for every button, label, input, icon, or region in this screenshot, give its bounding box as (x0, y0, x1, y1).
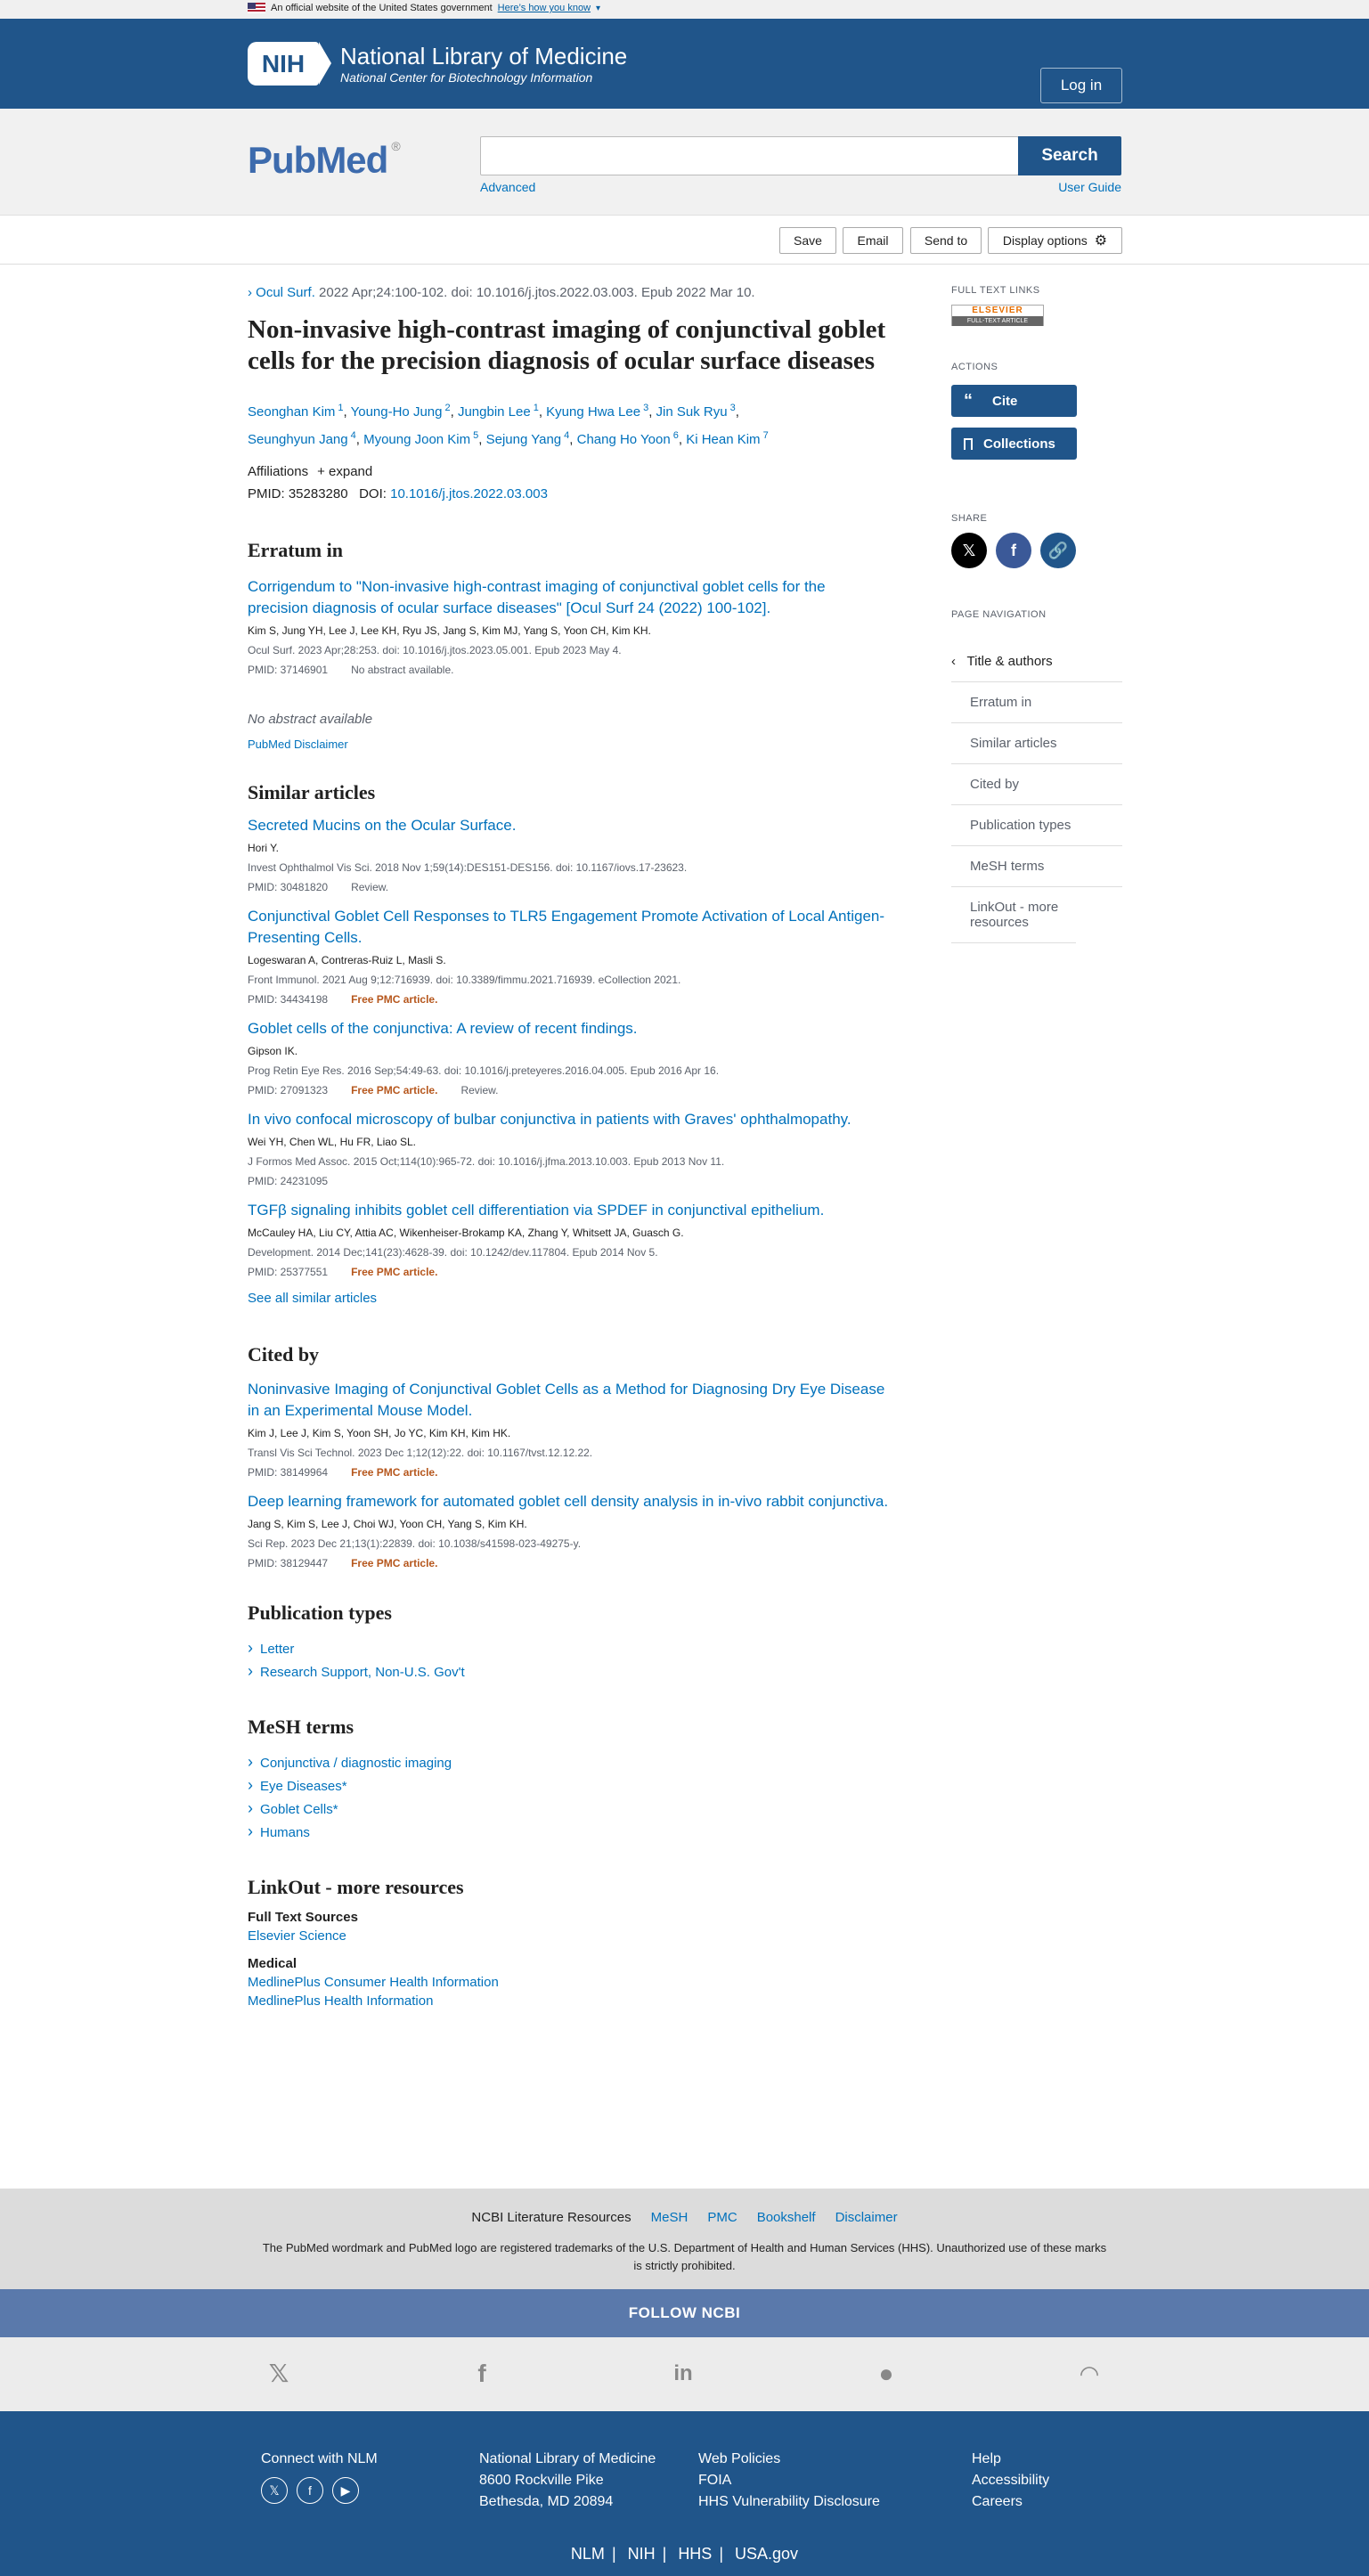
send-to-button[interactable]: Send to (910, 227, 982, 254)
registered-mark: ® (391, 139, 401, 153)
erratum-note: No abstract available. (351, 663, 454, 676)
hhs-link[interactable]: HHS (678, 2545, 713, 2563)
foia-link[interactable]: FOIA (698, 2473, 732, 2488)
elsevier-logo-text: ELSEVIER (972, 306, 1023, 315)
footer-mesh-link[interactable]: MeSH (650, 2210, 689, 2225)
nav-erratum[interactable]: Erratum in (951, 682, 1122, 723)
publication-types-list (248, 1637, 889, 1683)
article-pmid: PMID: 24231095 (248, 1174, 329, 1187)
accessibility-link[interactable]: Accessibility (972, 2473, 1050, 2488)
article-item (248, 906, 889, 1006)
article-meta-row (248, 1466, 889, 1479)
article-meta-row (248, 1084, 889, 1096)
sidebar (951, 285, 1122, 943)
share-icons (951, 533, 1122, 568)
pmid: PMID: 35283280 (248, 485, 348, 501)
affiliations-label: Affiliations (248, 463, 309, 479)
article-item (248, 1200, 889, 1278)
author-link[interactable]: Sejung Yang $^4$ (485, 429, 570, 447)
mesh-terms-heading: MeSH terms (248, 1715, 354, 1738)
search-button[interactable]: Search (1018, 136, 1121, 175)
author-link[interactable]: Young-Ho Jung $^2$ (350, 402, 451, 420)
author-link[interactable]: Jin Suk Ryu $^3$ (656, 402, 736, 420)
main-content (248, 285, 889, 2009)
medical-label: Medical (248, 1955, 297, 1971)
free-pmc-badge: Free PMC article. (351, 1083, 438, 1096)
trademark-note: The PubMed wordmark and PubMed logo are registered trademarks of the U.S. Department of Health and Human Services (HHS). Unauthorized use of these marks is strictly prohibited. (262, 2241, 1107, 2272)
footer-bookshelf-link[interactable]: Bookshelf (756, 2210, 816, 2225)
article-meta-row (248, 1175, 889, 1187)
free-pmc-badge: Free PMC article. (351, 1465, 438, 1479)
nih-link[interactable]: NIH (627, 2545, 656, 2563)
see-all-similar-link[interactable]: See all similar articles (248, 1290, 378, 1306)
mesh-term-link[interactable]: › Goblet Cells* (248, 1797, 889, 1821)
erratum-pmid: PMID: 37146901 (248, 663, 329, 676)
nav-linkout[interactable]: LinkOut - more resources (951, 887, 1076, 943)
help-column (972, 2449, 1049, 2513)
us-flag-icon (248, 3, 265, 13)
article-authors: Hori Y. (248, 841, 279, 854)
article-ids (248, 486, 889, 501)
article-citation: Development. 2014 Dec;141(23):4628-39. doi: 10.1242/dev.117804. Epub 2014 Nov 5. (248, 1245, 658, 1259)
review-badge: Review. (351, 880, 389, 893)
article-pmid: PMID: 38129447 (248, 1556, 329, 1569)
article-title-link[interactable]: TGFβ signaling inhibits goblet cell differentiation via SPDEF in conjunctival epithelium. (248, 1201, 825, 1219)
elsevier-full-text-button[interactable] (951, 305, 1044, 326)
review-badge: Review. (460, 1083, 499, 1096)
mesh-term-link[interactable]: › Humans (248, 1821, 889, 1844)
careers-link[interactable]: Careers (972, 2494, 1023, 2509)
article-title: Non-invasive high-contrast imaging of conjunctival goblet cells for the precision diagnosis of ocular surface diseases (248, 315, 886, 375)
article-citation: Sci Rep. 2023 Dec 21;13(1):22839. doi: 10.1038/s41598-023-49275-y. (248, 1537, 582, 1550)
github-icon[interactable]: ● (878, 2360, 894, 2387)
erratum-heading: Erratum in (248, 538, 343, 561)
article-pmid: PMID: 25377551 (248, 1265, 329, 1278)
gov-banner-text: An official website of the United States government (271, 3, 493, 13)
cite-label: Cite (992, 393, 1018, 409)
article-authors: Gipson IK. (248, 1044, 298, 1057)
nav-title-authors[interactable]: ‹ Title & authors (951, 641, 1122, 682)
footer-pmc-link[interactable]: PMC (707, 2210, 737, 2225)
pubmed-disclaimer-link[interactable]: PubMed Disclaimer (248, 737, 348, 751)
display-options-button[interactable] (988, 227, 1122, 254)
pubmed-wordmark: PubMed (248, 139, 388, 181)
article-title-link[interactable]: Deep learning framework for automated goblet cell density analysis in in-vivo rabbit conjunctiva. (248, 1492, 889, 1510)
search-area (0, 109, 1369, 216)
facebook-icon[interactable]: f (477, 2360, 486, 2387)
article-authors: Kim J, Lee J, Kim S, Yoon SH, Jo YC, Kim KH, Kim HK. (248, 1426, 511, 1439)
pubmed-logo[interactable] (248, 139, 401, 182)
article-item (248, 1018, 889, 1096)
address-column (479, 2449, 656, 2513)
publication-types-heading: Publication types (248, 1601, 392, 1624)
quote-icon: “ (964, 390, 973, 411)
elsevier-science-link[interactable]: Elsevier Science (248, 1928, 346, 1944)
pubtype-link[interactable]: › Letter (248, 1637, 889, 1660)
gear-icon: ⚙ (1094, 233, 1108, 249)
usagov-link[interactable]: USA.gov (735, 2545, 799, 2563)
page-navigation-label: PAGE NAVIGATION (951, 609, 1047, 620)
article-title-link[interactable]: Goblet cells of the conjunctiva: A review of recent findings. (248, 1019, 638, 1037)
chevron-left-icon: ‹ (951, 654, 956, 669)
web-policies-link[interactable]: Web Policies (698, 2451, 781, 2466)
heres-how-you-know-link[interactable]: Here’s how you know (497, 3, 591, 13)
free-pmc-badge: Free PMC article. (351, 1265, 438, 1278)
article-citation: Front Immunol. 2021 Aug 9;12:716939. doi: 10.3389/fimmu.2021.716939. eCollection 2021. (248, 973, 681, 986)
article-authors: McCauley HA, Liu CY, Attia AC, Wikenheiser-Brokamp KA, Zhang Y, Whitsett JA, Guasch G. (248, 1226, 684, 1239)
article-title-link[interactable]: In vivo confocal microscopy of bulbar conjunctiva in patients with Graves' ophthalmopathy. (248, 1110, 852, 1128)
policies-column (698, 2449, 880, 2513)
no-abstract-text: No abstract available (248, 711, 373, 727)
article-item (248, 1109, 889, 1187)
follow-ncbi: FOLLOW NCBI (0, 2289, 1369, 2337)
affiliations-row (248, 464, 889, 479)
collections-label: Collections (983, 436, 1055, 452)
full-text-article-text: FULL-TEXT ARTICLE (952, 316, 1043, 326)
medlineplus-health-link[interactable]: MedlinePlus Health Information (248, 1993, 434, 2009)
article-toolbar (0, 216, 1369, 265)
footer-links (0, 2210, 1369, 2225)
copy-link-icon[interactable]: 🔗 (1040, 533, 1076, 568)
login-button[interactable]: Log in (1040, 68, 1122, 103)
chevron-down-icon: ▾ (596, 3, 601, 13)
erratum-item (248, 576, 889, 676)
email-button[interactable]: Email (843, 227, 903, 254)
article-title-link[interactable]: Noninvasive Imaging of Conjunctival Goblet Cells as a Method for Diagnosing Dry Eye Disease in an Experimental Mouse Model. (248, 1380, 885, 1419)
save-button[interactable]: Save (779, 227, 836, 254)
article-item (248, 1491, 889, 1569)
gov-banner (0, 0, 1369, 19)
nav-publication-types[interactable]: Publication types (951, 805, 1122, 846)
author-link[interactable]: Kyung Hwa Lee $^3$ (546, 402, 649, 420)
youtube-icon[interactable]: ▶ (332, 2477, 359, 2504)
article-authors: Jang S, Kim S, Lee J, Choi WJ, Yoon CH, Yang S, Kim KH. (248, 1517, 527, 1530)
medlineplus-consumer-link[interactable]: MedlinePlus Consumer Health Information (248, 1974, 499, 1990)
linkedin-icon[interactable]: in (673, 2361, 693, 2385)
cited-by-heading: Cited by (248, 1342, 320, 1365)
address-line: Bethesda, MD 20894 (479, 2494, 614, 2509)
connect-label: Connect with NLM (261, 2451, 378, 2466)
pubtype-link[interactable]: › Research Support, Non-U.S. Gov't (248, 1660, 889, 1683)
footer-resources (0, 2189, 1369, 2289)
page-navigation (951, 641, 1122, 943)
display-options-label: Display options (1002, 233, 1088, 248)
article-title-link[interactable]: Secreted Mucins on the Ocular Surface. (248, 816, 517, 834)
footer-ncbi-resources: NCBI Literature Resources (471, 2210, 632, 2225)
article-pmid: PMID: 30481820 (248, 880, 329, 893)
doi-label: DOI: (359, 485, 387, 501)
article-citation: J Formos Med Assoc. 2015 Oct;114(10):965-72. doi: 10.1016/j.jfma.2013.10.003. Epub 2013 Nov 11. (248, 1154, 725, 1168)
x-twitter-icon[interactable]: 𝕏 (268, 2360, 289, 2387)
nlm-name: National Library of Medicine (340, 43, 628, 69)
free-pmc-badge: Free PMC article. (351, 992, 438, 1006)
similar-articles-list (248, 815, 889, 1278)
article-pmid: PMID: 34434198 (248, 992, 329, 1006)
mesh-terms-list (248, 1751, 889, 1844)
author-link[interactable]: Ki Hean Kim $^7$ (686, 429, 769, 447)
collections-button[interactable] (951, 428, 1077, 460)
social-icons-row (0, 2337, 1369, 2411)
article-authors: Wei YH, Chen WL, Hu FR, Liao SL. (248, 1135, 416, 1148)
article-meta-row (248, 993, 889, 1006)
nav-similar-articles[interactable]: Similar articles (951, 723, 1122, 764)
journal-link[interactable]: Ocul Surf. (256, 285, 315, 300)
share-label: SHARE (951, 513, 988, 524)
erratum-title-link[interactable]: Corrigendum to "Non-invasive high-contrast imaging of conjunctival goblet cells for the precision diagnosis of ocular surface diseases" [Ocul Surf 24 (2022) 100-102]. (248, 577, 826, 616)
author-link[interactable]: Jungbin Lee $^1$ (457, 402, 539, 420)
journal-citation: › Ocul Surf. 2022 Apr;24:100-102. doi: 10.1016/j.jtos.2022.03.003. Epub 2022 Mar 10. (248, 285, 755, 300)
article-meta-row (248, 881, 889, 893)
rss-icon[interactable]: ◠ (1080, 2360, 1098, 2387)
cited-by-list (248, 1379, 889, 1569)
erratum-authors: Kim S, Jung YH, Lee J, Lee KH, Ryu JS, Jang S, Kim MJ, Yang S, Yoon CH, Kim KH. (248, 624, 651, 637)
advanced-search-link[interactable]: Advanced (480, 180, 536, 194)
nav-cited-by[interactable]: Cited by (951, 764, 1122, 805)
similar-articles-heading: Similar articles (248, 780, 376, 803)
nlm-footer (0, 2411, 1369, 2576)
x-twitter-icon[interactable]: 𝕏 (951, 533, 987, 568)
author-link[interactable]: Seonghan Kim $^1$ (248, 402, 344, 420)
journal-citation-rest: 2022 Apr;24:100-102. doi: 10.1016/j.jtos.2022.03.003. Epub 2022 Mar 10. (319, 285, 755, 300)
mesh-term-link[interactable]: › Conjunctiva / diagnostic imaging (248, 1751, 889, 1774)
nih-logo-mark: NIH (248, 42, 319, 86)
author-link[interactable]: Seunghyun Jang $^4$ (248, 429, 356, 447)
article-citation: Invest Ophthalmol Vis Sci. 2018 Nov 1;59(14):DES151-DES156. doi: 10.1167/iovs.17-23623. (248, 860, 688, 874)
nav-mesh-terms[interactable]: MeSH terms (951, 846, 1122, 887)
article-pmid: PMID: 38149964 (248, 1465, 329, 1479)
search-input[interactable] (480, 136, 1019, 175)
footer-disclaimer-link[interactable]: Disclaimer (835, 2210, 898, 2225)
expand-affiliations-button[interactable]: + expand (317, 463, 373, 479)
nih-logo[interactable] (248, 42, 627, 86)
linkout-heading: LinkOut - more resources (248, 1875, 464, 1898)
article-title-link[interactable]: Conjunctival Goblet Cell Responses to TLR5 Engagement Promote Activation of Local Antigen-Presenting Cells. (248, 907, 885, 946)
actions-label: ACTIONS (951, 362, 998, 372)
author-link[interactable]: Chang Ho Yoon $^6$ (576, 429, 679, 447)
facebook-icon[interactable]: f (996, 533, 1031, 568)
user-guide-link[interactable]: User Guide (1058, 180, 1121, 194)
cite-button[interactable] (951, 385, 1077, 417)
article-meta-row (248, 1266, 889, 1278)
mesh-term-link[interactable]: › Eye Diseases* (248, 1774, 889, 1797)
article-item (248, 815, 889, 893)
article-citation: Prog Retin Eye Res. 2016 Sep;54:49-63. doi: 10.1016/j.preteyeres.2016.04.005. Epub 2016 Apr 16. (248, 1064, 720, 1077)
author-list: Seonghan Kim $^1$, Young-Ho Jung $^2$, Jungbin Lee $^1$, Kyung Hwa Lee $^3$, Jin Suk Ryu $^3$, Seunghyun Jang $^4$, Myoung Joon Kim $^5$, Sejung Yang $^4$, Chang Ho Yoon $^6$, Ki Hean Kim $^7$ (248, 402, 769, 447)
plus-icon: + (317, 463, 325, 479)
free-pmc-badge: Free PMC article. (351, 1556, 438, 1569)
nlm-link[interactable]: NLM (570, 2545, 605, 2563)
hhs-vulnerability-link[interactable]: HHS Vulnerability Disclosure (698, 2494, 880, 2509)
article-item (248, 1379, 889, 1479)
facebook-icon[interactable]: f (297, 2477, 323, 2504)
help-link[interactable]: Help (972, 2451, 1001, 2466)
x-twitter-icon[interactable]: 𝕏 (261, 2477, 288, 2504)
address-line: National Library of Medicine (479, 2451, 656, 2466)
nlm-subtitle: National Center for Biotechnology Information (340, 70, 593, 85)
article-citation: Transl Vis Sci Technol. 2023 Dec 1;12(12):22. doi: 10.1167/tvst.12.12.22. (248, 1446, 593, 1459)
nlm-header (0, 19, 1369, 109)
connect-column (261, 2449, 378, 2504)
agency-links: NLM | NIH | HHS | USA.gov (570, 2545, 799, 2563)
full-text-sources-label: Full Text Sources (248, 1909, 358, 1925)
full-text-links-label: FULL TEXT LINKS (951, 285, 1040, 296)
erratum-citation: Ocul Surf. 2023 Apr;28:253. doi: 10.1016/j.jtos.2023.05.001. Epub 2023 May 4. (248, 643, 622, 656)
article-pmid: PMID: 27091323 (248, 1083, 329, 1096)
article-authors: Logeswaran A, Contreras-Ruiz L, Masli S. (248, 953, 446, 966)
bookmark-icon (964, 438, 973, 450)
doi-link[interactable]: 10.1016/j.jtos.2022.03.003 (390, 485, 548, 501)
author-link[interactable]: Myoung Joon Kim $^5$ (363, 429, 479, 447)
address-line: 8600 Rockville Pike (479, 2473, 604, 2488)
article-meta-row (248, 1557, 889, 1569)
